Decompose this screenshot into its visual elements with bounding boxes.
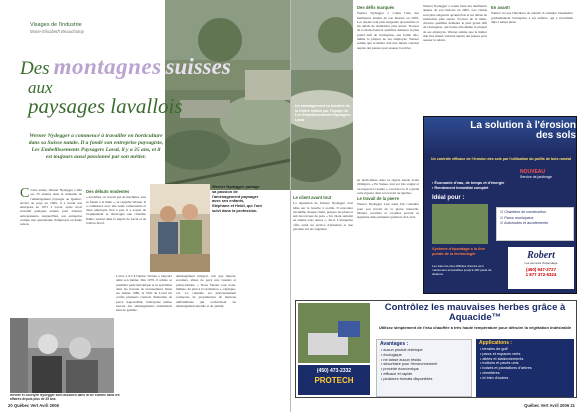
heading-client: Le client avant tout [293, 195, 332, 200]
portrait-caption: Werner Nydegger partage sa passion de l'aménagement paysager avec ses enfants, Stéphane et Heidi, qui l'ont suivi dans la profession. [212, 185, 262, 213]
ad2-app-title: Applications : [479, 340, 513, 346]
ad2-phone[interactable]: (450) 473-2332 [316, 368, 352, 374]
column-d-text: Werner Nydegger a connu l'une des meilleures années de son histoire en 2005. Les clients sont plus exigeants qu'autrefois et les délais de réalisation plus serrés. Trouver de la main-d'œuvre qualifiée demeure le plus grand défi de l'entreprise, qui forme elle-même la plupart de ses employés. Werner estime que le métier doit être mieux valorisé auprès des jeunes pour assurer la relève. [423, 4, 487, 43]
section-label: Visages de l'industrie [30, 22, 82, 28]
ad2-app: • et bien d'autres [480, 375, 509, 380]
ad2-brand-box [298, 365, 370, 395]
aquacide-ad[interactable] [295, 300, 577, 398]
lead-paragraph: Werner Nydegger a commencé à travailler en horticulture dans sa Suisse natale. Il a fondé son entreprise paysagiste, Les Embellissements Paysagers Laval, il y a 35 ans, et il est toujours aussi passionné par son métier. [28, 133, 164, 160]
left-page [0, 0, 291, 412]
ad1-bullet: ▪ Rendement immédiat complet [432, 186, 489, 190]
column-1-text: Cette année, Werner Nydegger a fêté ses 35 années dans le domaine de l'aménagement paysager au Québec. Arrivé au pays en 1969, il a fondé son entreprise en 1971 à Laval, après avoir travaillé quelques années pour d'autres entrepreneurs. Aujourd'hui, son entreprise compte une quarantaine d'employés en haute saison. [20, 188, 82, 227]
column-4: aménagement intégral, tels que murets, escaliers, allées de pavé uni, bassins et plates-bandes. « Nous faisons tout nous-mêmes, du plan à la réalisation », explique-t-il. La clientèle est principalement composée de propriétaires de maisons unifamiliales qui recherchent un aménagement durable et de qualité. [176, 274, 236, 309]
ad1-nouveau-2: Service de jardinage [520, 175, 552, 179]
article-title [20, 54, 280, 117]
title-des: Des [20, 58, 50, 79]
column-b-text: La réputation de Werner Nydegger s'est bâtie sur le bouche à oreille. Il rencontre lui-même chaque client, prépare les plans et suit les travaux de près. « Un client satisfait en amène trois autres », dit-il. L'entreprise offre aussi un service d'entretien et une garantie sur les végétaux. [293, 201, 353, 232]
ad1-brand-sub: Les services d'épandage [524, 261, 558, 265]
erosion-ad[interactable] [423, 116, 577, 294]
ad2-app: • terrains de golf [480, 347, 508, 351]
ad2-avantages-list [377, 348, 471, 382]
ad1-brand-box [508, 247, 574, 289]
ad1-system-title: Système d'épandage à la fine pointe de la technologie [432, 247, 485, 256]
ad1-ideal: Idéal pour : [432, 195, 465, 201]
ad2-app: • boisés et plantations d'arbres [480, 366, 532, 371]
ad2-avantage: • sécuritaire pour l'environnement [381, 362, 438, 367]
left-footer: 20 Québec Vert Avril 2006 [8, 403, 59, 408]
byline: Marie-Elisabeth Beauchamp [30, 29, 84, 34]
ad1-check-item: ☑ Parcs municipaux [500, 215, 534, 220]
title-aux: aux [28, 78, 53, 97]
column-c [357, 178, 419, 298]
ad2-photo [298, 303, 370, 363]
ad2-app: • cimetières [480, 370, 500, 375]
ad1-check-item: ☑ Chantiers de construction [500, 210, 547, 214]
ad2-app: • trottoirs et pavés unis [480, 361, 519, 366]
ad2-applications [476, 339, 574, 397]
column-a-text: Werner Nydegger a connu l'une des meilleures années de son histoire en 2005. Les clients sont plus exigeants qu'autrefois et les délais de réalisation plus serrés. Trouver de la main-d'œuvre qualifiée demeure le plus grand défi de l'entreprise, qui forme elle-même la plupart de ses employés. Werner estime que le métier doit être mieux valorisé auprès des jeunes pour assurer la relève. [357, 11, 419, 50]
column-c-text: en horticulture dans sa région natale avant d'émigrer. « En Suisse, tout est très soigné et on respecte la nature », raconte-t-il. Il a gardé cette rigueur dans son travail au Québec. [357, 178, 419, 195]
column-3: Laval, à 9,5 $ l'heure. Werner a toujours aimé son métier. Dès 1979, il achète sa première pelle mécanique et se spécialise dans les travaux de terrassement. Dans les années 1980, la Ville de Laval lui confie plusieurs contrats d'entretien de parcs. Aujourd'hui, l'entreprise réalise surtout des aménagements résidentiels haut de gamme. [116, 274, 172, 313]
column-1 [20, 188, 82, 266]
ad2-sub: Utilisez simplement de l'eau chauffée à très haute température pour détruire la végétation indésirable [378, 325, 572, 330]
ad2-app: • allées et stationnements [480, 356, 524, 361]
ad1-phone[interactable]: (450) 947-2727 [525, 267, 557, 272]
ad1-check-item: ☑ Autoroutes et accotements [500, 221, 549, 225]
column-e-text: Werner n'a pas l'intention de ralentir. Il souhaite transmettre graduellement l'entreprise à ses enfants, qui y travaillent déjà à temps plein. [491, 11, 573, 24]
ad2-avantage: • écologique [381, 352, 402, 357]
ad1-photo [432, 204, 488, 244]
ad2-company: PROTECH [314, 376, 354, 385]
ad1-sub: Un contrôle efficace de l'érosion des sols par l'utilisation du paillis de bois raméal [431, 157, 571, 161]
ad1-bullets [432, 181, 572, 191]
title-paysages: paysages lavallois [28, 94, 183, 118]
title-suisses: suisses [165, 54, 231, 79]
ad2-app: • parcs et espaces verts [480, 351, 521, 356]
title-montagnes: montagnes [53, 54, 162, 79]
column-a [357, 4, 419, 174]
heading-en-avant: En avant! [491, 5, 510, 10]
column-d [423, 4, 487, 112]
couple-photo [10, 318, 114, 393]
ad1-phone-2[interactable]: 1 877 372-5324 [525, 272, 557, 277]
ad2-avantage: • efficace et rapide [381, 371, 413, 376]
column-c-text2: Werner Nydegger s'est aussi fait connaître pour son travail de la pierre naturelle. Murets, escaliers et rocailles portent sa signature dans plusieurs quartiers de Laval. [357, 202, 419, 220]
column-2-text: « Au début, on n'avait pas de machines, tout se faisait à la main », se rappelle Werner. Il a commencé avec une seule camionnette et deux employés. Peu à peu, il a acquis de l'équipement et développé une clientèle fidèle, surtout dans la région de Laval et de la Rive-Nord. [86, 195, 146, 226]
ad2-avantage: • aucun produit chimique [381, 348, 423, 352]
right-footer: Québec Vert Avril 2006 21 [524, 403, 575, 408]
ad1-brand: Robert [527, 250, 555, 261]
ad2-avantage: • procédé économique [381, 367, 419, 372]
ad1-system-text: Les sites les plus difficiles d'accès sont maintenant accessibles jusqu'à 400 pieds de distance [432, 264, 492, 276]
ad1-headline: La solution à l'érosion des sols [470, 120, 576, 141]
landscape-photo-right [291, 0, 353, 190]
right-page [291, 0, 583, 412]
column-b [293, 194, 353, 298]
ad1-nouveau: NOUVEAU [520, 169, 546, 175]
column-2 [86, 188, 146, 266]
ad2-avantages-title: Avantages : [380, 341, 409, 347]
heading-defis: Des défis marqués [357, 5, 395, 10]
ad2-headline: Contrôlez les mauvaises herbes grâce à Aquacide™ [384, 302, 566, 323]
ad2-avantage: • ne laisse aucun résidu [381, 357, 422, 362]
ad2-app-list [476, 347, 574, 381]
heading-debuts: Des débuts modestes [86, 189, 130, 194]
ad1-checklist [496, 207, 574, 241]
ad1-bullet: ▪ Économie d'eau, de temps et d'énergie [432, 181, 505, 185]
family-portrait-photo [150, 184, 210, 272]
ad2-avantage: • plusieurs formats disponibles [381, 376, 433, 381]
heading-pierre: Le travail de la pierre [357, 196, 399, 202]
column-e [491, 4, 573, 112]
drop-cap: C [20, 188, 30, 201]
couple-caption: Werner et Jocelyne Nydegger sont associés dans la vie comme dans les affaires depuis plus de 35 ans. [10, 394, 120, 401]
ad2-avantages [376, 339, 472, 397]
inset-caption: Un aménagement en bordure de la rivière réalisé par l'équipe de Les Embellissements Paysagers Laval. [295, 104, 351, 122]
